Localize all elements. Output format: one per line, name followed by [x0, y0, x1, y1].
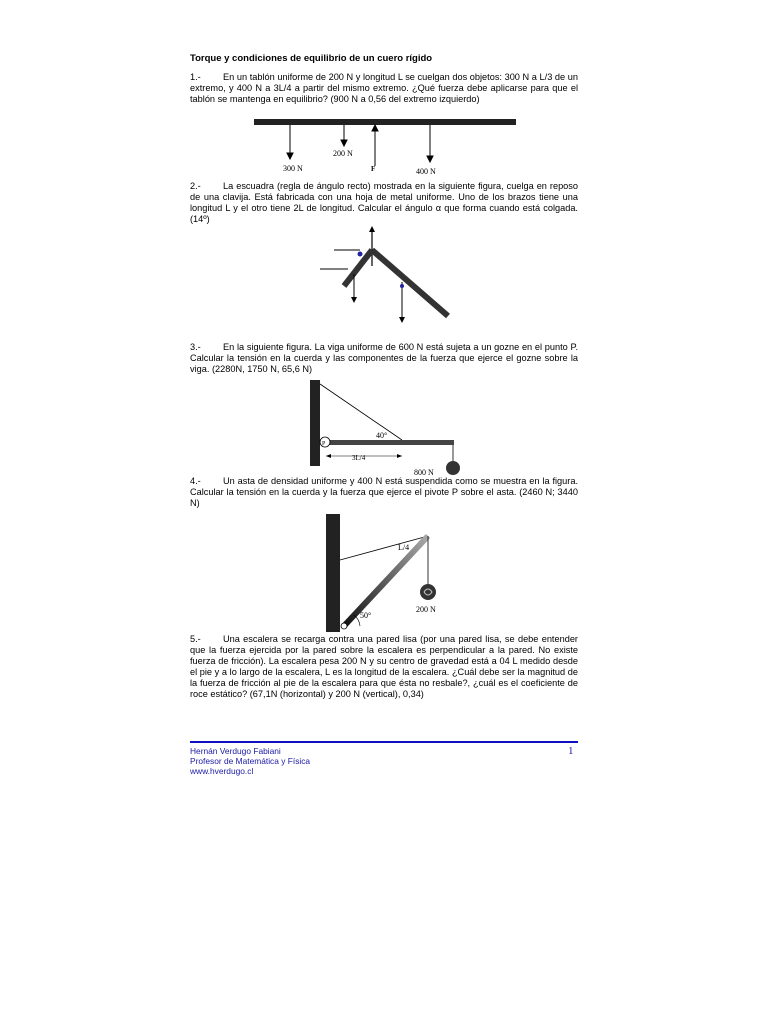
label-200n: 200 N [333, 149, 353, 158]
weight-ball [420, 584, 436, 600]
weight-ball [446, 461, 460, 475]
footer-author: Hernán Verdugo Fabiani [190, 746, 281, 756]
figure-3-beam [306, 378, 466, 476]
problem-5 [190, 634, 578, 701]
problem-text: En un tablón uniforme de 200 N y longitud L se cuelgan dos objetos: 300 N a L/3 de un extremo, y 400 N a 3L/4 a partir del mismo extremo. ¿Qué fuerza debe aplicarse para que el tablón se mantenga en equilibrio? (900 N a 0,56 del extremo izquierdo) [190, 72, 578, 105]
label-200n: 200 N [416, 605, 436, 614]
label-40-deg: 40° [376, 431, 388, 440]
label-50-deg: 50° [360, 611, 372, 620]
footer-role: Profesor de Matemática y Física [190, 756, 311, 766]
wall [310, 380, 320, 466]
label-400n: 400 N [416, 167, 436, 176]
page-title: Torque y condiciones de equilibrio de un cuero rígido [190, 53, 433, 64]
problem-4 [190, 476, 578, 509]
problem-number: 5.- [190, 634, 201, 644]
problem-number: 3.- [190, 342, 201, 352]
footer-rule [190, 741, 578, 743]
plank [254, 119, 516, 125]
pivot [341, 623, 347, 629]
label-f: F [371, 165, 376, 173]
wall [326, 514, 340, 632]
label-300n: 300 N [283, 164, 303, 173]
angle-mark [400, 284, 404, 288]
problem-number: 1.- [190, 72, 201, 82]
label-800n: 800 N [414, 468, 434, 476]
page-number: 1 [568, 745, 574, 757]
problem-number: 2.- [190, 181, 201, 191]
figure-1-plank [250, 116, 518, 178]
figure-2-square [316, 224, 466, 324]
peg [358, 252, 363, 257]
problem-text: Una escalera se recarga contra una pared lisa (por una pared lisa, se debe entender que la fuerza ejercida por la pared sobre la escalera es perpendicular a la pared. No existe fuerza de fricción). La escalera pesa 200 N y su centro de gravedad está a 04 L medido desde el pie y a lo largo de la escalera, L es la longitud de la escalera. ¿Cuál debe ser la magnitud de la fuerza de fricción al pie de la escalera para que ésta no resbale?, ¿cuál es el coeficiente de roce estático? (67,1N (horizontal) y 200 N (vertical), 0,34) [190, 634, 578, 700]
vertical-arrow-head [369, 226, 375, 232]
problem-text: La escuadra (regla de ángulo recto) mostrada en la siguiente figura, cuelga en reposo de una clavija. Está fabricada con una hoja de metal uniforme. Uno de los brazos tiene una longitud L y el otro tiene 2L de longitud. Calcular el ángulo α que forma cuando está colgada. (14º) [190, 181, 578, 225]
problem-2 [190, 181, 578, 225]
problem-number: 4.- [190, 476, 201, 486]
label-l4: L/4 [398, 543, 410, 552]
problem-3 [190, 342, 578, 375]
label-3l4: 3L/4 [352, 454, 366, 462]
problem-text: En la siguiente figura. La viga uniforme de 600 N está sujeta a un gozne en el punto P. Calcular la tensión en la cuerda y las componentes de la fuerza que ejerce el gozne sobre la viga. (2280N, 1750 N, 65,6 N) [190, 342, 578, 375]
footer-site-link[interactable]: www.hverdugo.cl [190, 766, 254, 776]
beam [324, 440, 454, 445]
problem-text: Un asta de densidad uniforme y 400 N está suspendida como se muestra en la figura. Calcular la tensión en la cuerda y la fuerza que ejerce el pivote P sobre el asta. (2460 N; 3440 N) [190, 476, 578, 509]
cable [320, 384, 402, 440]
label-p: P [322, 441, 326, 447]
problem-1 [190, 72, 578, 105]
long-arm [372, 250, 448, 316]
footer [190, 746, 310, 776]
figure-4-pole [320, 512, 450, 634]
